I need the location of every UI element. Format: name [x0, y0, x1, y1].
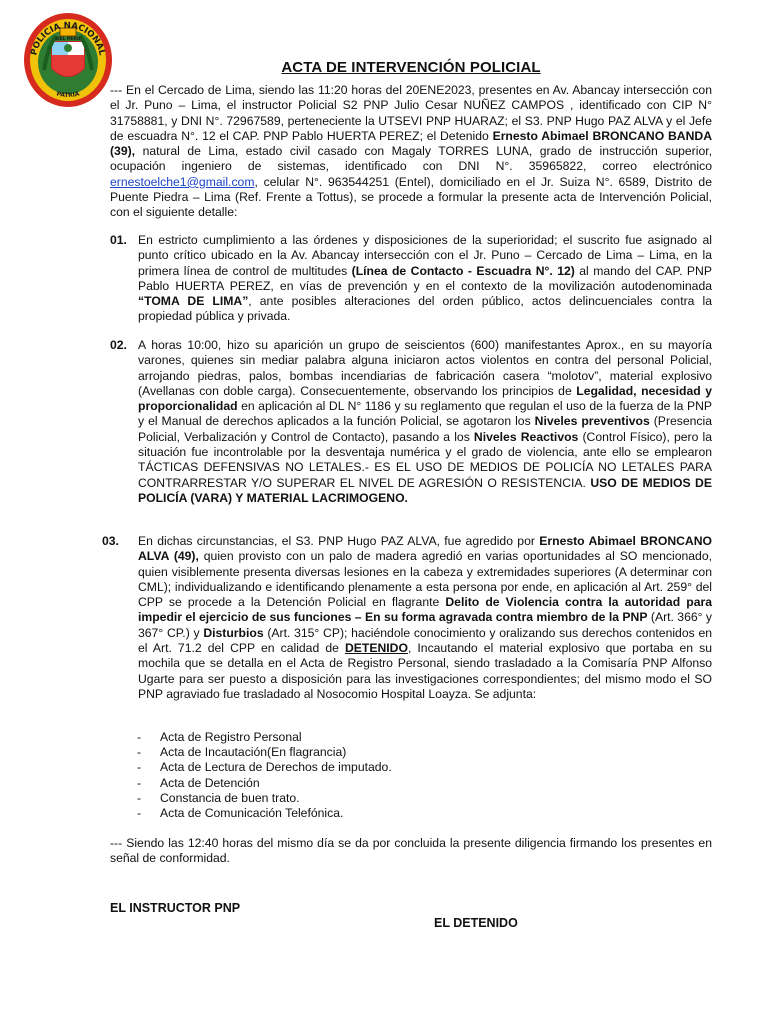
intro-text: , celular N°. 963544251 (Entel), domiciliado en el Jr. Suiza N°. 6589, Distrito de Puente Piedra – Lima (Ref. Frente a Tottus), se procede a formular la presente acta de Intervención Policial, con el siguiente detalle: — [110, 174, 712, 220]
item-text: (Art. 315° CP); haciéndole conocimiento y oralizando sus derechos contenidos en el Art. 71.2 del CPP en calidad de — [138, 625, 713, 656]
email-link[interactable]: ernestoelche1@gmail.com — [110, 174, 255, 189]
intro-detainee-name: Ernesto Abimael BRONCANO BANDA (39), — [110, 128, 712, 159]
item-text: En estricto cumplimiento a las órdenes y disposiciones de la superioridad; el suscrito fue asignado al punto crítico ubicado en la Av. Abancay intersección con el Jr. Puno – Cercado de Lima – Lima, en la primera línea de control de multitudes — [138, 233, 712, 278]
item-bold-text: Niveles preventivos — [534, 414, 650, 429]
item-text: (Art. 366° y 367° CP.) y — [138, 610, 712, 640]
item-text: en aplicación al DL N° 1186 y su reglamento que regulan el uso de la fuerza de la PNP y el Manual de derechos aplicados a la función Policial, se agotaron los — [138, 399, 712, 429]
item-text: En dichas circunstancias, el S3. PNP Hugo PAZ ALVA, fue agredido por — [138, 534, 540, 548]
item-bold-text: Delito de Violencia contra la autoridad para impedir el ejercicio de sus funciones – En su forma agravada contra miembro de la PNP — [138, 595, 712, 625]
item-text: (Control Físico), pero la situación fue incontrolable por la desventaja numérica y el grado de violencia, ante ello se emplearon TÁCTICAS DEFENSIVAS NO LETALES.- ES EL USO DE MEDIOS DE POLICÍA NO LETALES PARA CONTRARRESTAR Y/O SUPERAR EL NIVEL DE AGRESIÓN O RESISTENCIA. — [138, 429, 713, 490]
closing-paragraph: --- Siendo las 12:40 horas del mismo día se da por concluida la presente diligencia firmando los presentes en señal de conformidad. — [110, 836, 712, 866]
item-bold-text: USO DE MEDIOS DE POLICÍA (VARA) Y MATERIAL LACRIMOGENO. — [138, 475, 712, 505]
instructor-signature-label: EL INSTRUCTOR PNP — [110, 901, 241, 915]
seal-bottom-text: PATRIA — [55, 90, 81, 100]
item-text: A horas 10:00, hizo su aparición un grupo de seiscientos (600) manifestantes Aprox., en su mayoría varones, quienes sin mediar palabra alguna iniciaron actos violentos en contra del personal Policial, arrojando piedras, palos, bombas incendiarias de fabricación casera “molotov”, material explosivo (Avellanas con doble carga). Consecuentemente, observando los principios de — [138, 338, 712, 398]
item-text: , Incautando el material explosivo que portaba en su mochila que se detalla en el Acta de Registro Personal, siendo trasladado a la Comisaría PNP Alfonso Ugarte para ser puesto a disposición para las investigaciones correspondientes; del mismo modo el SO PNP agraviado fue trasladado al Nosocomio Hospital Loayza. Se adjunta: — [138, 641, 712, 701]
item-text: al mando del CAP. PNP Pablo HUERTA PEREZ, en vías de prevención y en el contexto de la movilización autodenominada — [138, 263, 712, 293]
item-bold-text: “TOMA DE LIMA” — [138, 294, 249, 309]
list-item: - Acta de Registro Personal — [137, 730, 392, 745]
item-text: (Presencia Policial, Verbalización y Control de Contacto), pasando a los — [138, 414, 713, 444]
item-bold-text: (Línea de Contacto - Escuadra N°. 12) — [351, 263, 575, 278]
detenido-label: DETENIDO — [344, 641, 408, 656]
item-bold-text: Legalidad, necesidad y proporcionalidad — [138, 383, 712, 414]
intro-paragraph — [110, 83, 712, 221]
document-title: ACTA DE INTERVENCIÓN POLICIAL — [281, 59, 541, 76]
list-item: - Constancia de buen trato. — [137, 791, 392, 806]
seal-top-text: POLICIA NACIONAL — [29, 20, 107, 57]
intro-text: natural de Lima, estado civil casado con Magaly TORRES LUNA, grado de instrucción superior, ocupación ingeniero de sistemas, identificado con DNI N°. 35965822, correo electrónico — [110, 144, 712, 174]
list-item: - Acta de Lectura de Derechos de imputado. — [137, 760, 392, 775]
item-number: 02. — [110, 338, 127, 352]
item-number: 01. — [110, 233, 127, 247]
item-text: , ante posibles alteraciones del orden público, actos delincuenciales contra la propiedad pública y privada. — [138, 294, 712, 324]
item-number: 03. — [102, 534, 119, 548]
seal-sub-text: DEL PERU — [55, 37, 81, 42]
intro-text: --- En el Cercado de Lima, siendo las 11:20 horas del 20ENE2023, presentes en Av. Abancay intersección con el Jr. Puno – Lima, el instructor Policial S2 PNP Julio Cesar NUÑEZ CAMPOS , identificado con CIP N° 31758881, y DNI N°. 72967589, perteneciente la UTSEVI PNP HUARAZ; el S3. PNP Hugo PAZ ALVA y el Jefe de escuadra N°. 12 el CAP. PNP Pablo HUERTA PEREZ; el Detenido — [110, 83, 712, 143]
item-bold-text: Niveles Reactivos — [473, 429, 579, 444]
item-bold-text: Ernesto Abimael BRONCANO ALVA (49), — [138, 534, 713, 564]
item-text: quien provisto con un palo de madera agredió en varias oportunidades al SO mencionado, quien visiblemente presenta diversas lesiones en la cabeza y extremidades superiores (A determinar con CML); individualizando e identificando plenamente a esta persona por ende, en aplicación al Art. 259° del CPP se procede a la Detención Policial en flagrante — [138, 549, 712, 610]
list-item: - Acta de Comunicación Telefónica. — [137, 806, 392, 821]
list-item: - Acta de Detención — [137, 776, 392, 791]
item-bold-text: Disturbios — [203, 625, 264, 640]
list-item: - Acta de Incautación(En flagrancia) — [137, 745, 392, 760]
attachments-list — [137, 730, 392, 821]
detainee-signature-label: EL DETENIDO — [434, 916, 518, 930]
item-paragraph-01 — [138, 233, 712, 325]
item-paragraph-02 — [138, 338, 712, 506]
item-paragraph-03 — [138, 534, 712, 702]
